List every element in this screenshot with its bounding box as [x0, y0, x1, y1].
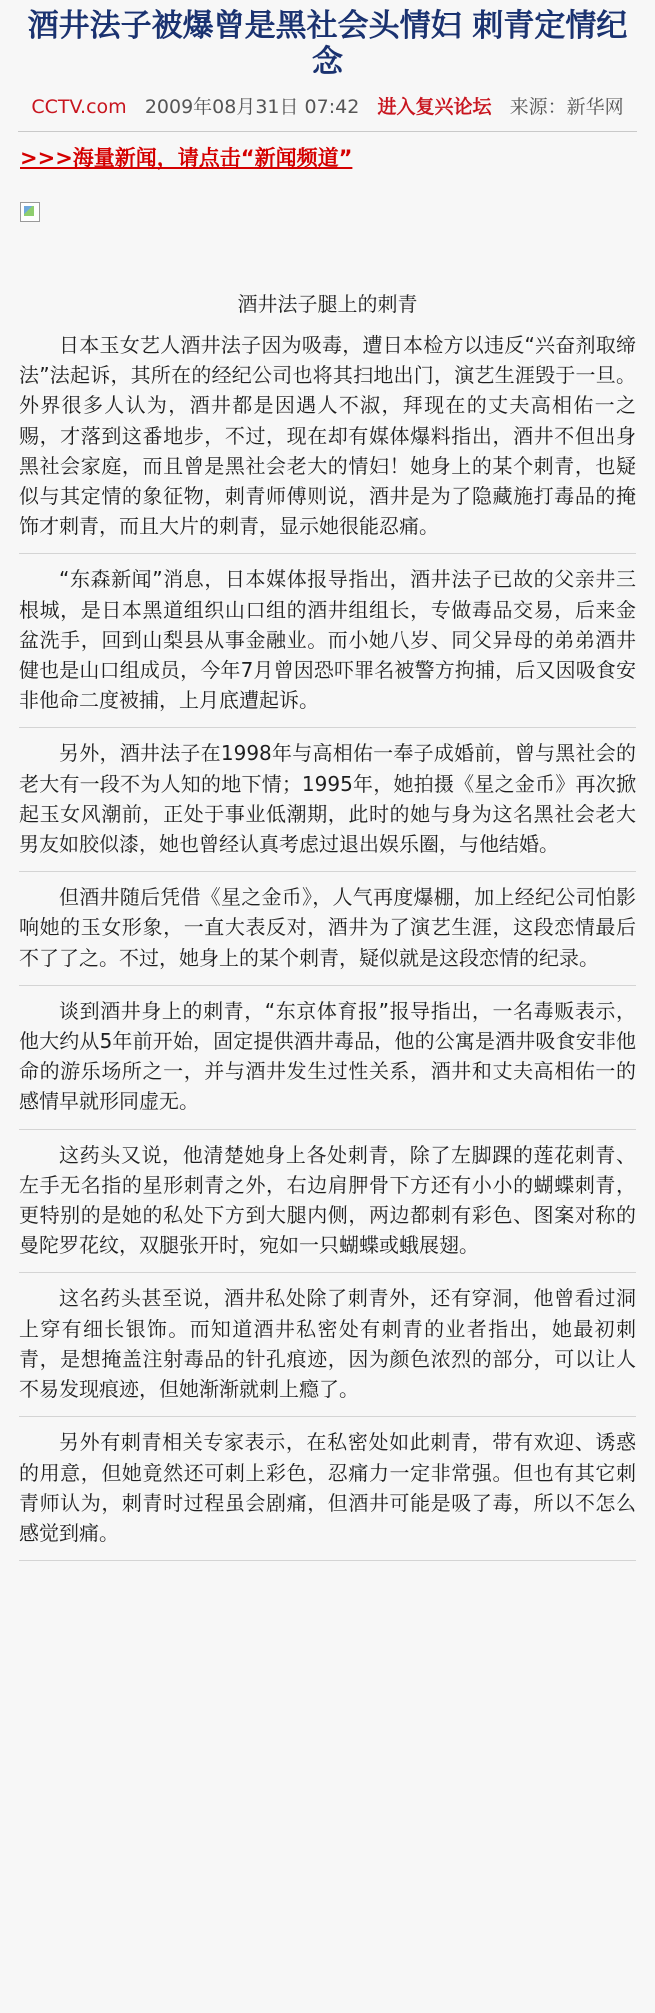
- article-body: [0, 318, 655, 1561]
- article-paragraph: 但酒井随后凭借《星之金币》，人气再度爆棚，加上经纪公司怕影响她的玉女形象，一直大表反对，酒井为了演艺生涯，这段恋情最后不了了之。不过，她身上的某个刺青，疑似就是这段恋情的纪录。: [19, 872, 636, 986]
- article-paragraph: 这名药头甚至说，酒井私处除了刺青外，还有穿洞，他曾看过洞上穿有细长银饰。而知道酒井私密处有刺青的业者指出，她最初刺青，是想掩盖注射毒品的针孔痕迹，因为颜色浓烈的部分，可以让人不易发现痕迹，但她渐渐就刺上瘾了。: [19, 1273, 636, 1417]
- news-channel-link[interactable]: >>>海量新闻，请点击“新闻频道”: [20, 146, 353, 170]
- article-paragraph: 谈到酒井身上的刺青，“东京体育报”报导指出，一名毒贩表示，他大约从5年前开始，固定提供酒井毒品，他的公寓是酒井吸食安非他命的游乐场所之一，并与酒井发生过性关系，酒井和丈夫高相佑一的感情早就形同虚无。: [19, 986, 636, 1130]
- article-meta: [0, 80, 655, 121]
- broken-image-icon: [20, 202, 40, 222]
- publish-datetime: 2009年08月31日 07:42: [144, 96, 360, 118]
- article-paragraph: 这药头又说，他清楚她身上各处刺青，除了左脚踝的莲花刺青、左手无名指的星形刺青之外，右边肩胛骨下方还有小小的蝴蝶刺青，更特别的是她的私处下方到大腿内侧，两边都刺有彩色、图案对称的曼陀罗花纹，双腿张开时，宛如一只蝴蝶或蛾展翅。: [19, 1130, 636, 1274]
- image-caption: 酒井法子腿上的刺青: [237, 292, 418, 316]
- article-paragraph: 日本玉女艺人酒井法子因为吸毒，遭日本检方以违反“兴奋剂取缔法”法起诉，其所在的经纪公司也将其扫地出门，演艺生涯毁于一旦。外界很多人认为，酒井都是因遇人不淑，拜现在的丈夫高相佑一之赐，才落到这番地步，不过，现在却有媒体爆料指出，酒井不但出身黑社会家庭，而且曾是黑社会老大的情妇！她身上的某个刺青，也疑似与其定情的象征物，刺青师傅则说，酒井是为了隐藏施打毒品的掩饰才刺青，而且大片的刺青，显示她很能忍痛。: [19, 330, 636, 554]
- header-divider: [18, 131, 637, 132]
- forum-link[interactable]: 进入复兴论坛: [377, 96, 492, 118]
- article-source: 来源：新华网: [509, 96, 624, 118]
- article-paragraph: “东森新闻”消息，日本媒体报导指出，酒井法子已故的父亲井三根城，是日本黑道组织山口组的酒井组组长，专做毒品交易，后来金盆洗手，回到山梨县从事金融业。而小她八岁、同父异母的弟弟酒井健也是山口组成员，今年7月曾因恐吓罪名被警方拘捕，后又因吸食安非他命二度被捕，上月底遭起诉。: [19, 554, 636, 728]
- article-title: 酒井法子被爆曾是黑社会头情妇 刺青定情纪念: [27, 8, 628, 80]
- article-paragraph: 另外，酒井法子在1998年与高相佑一奉子成婚前，曾与黑社会的老大有一段不为人知的地下情；1995年，她拍摄《星之金币》再次掀起玉女风潮前，正处于事业低潮期，此时的她与身为这名黑社会老大男友如胶似漆，她也曾经认真考虑过退出娱乐圈，与他结婚。: [19, 728, 636, 872]
- source-site-link[interactable]: CCTV.com: [31, 96, 127, 118]
- article-paragraph: 另外有刺青相关专家表示，在私密处如此刺青，带有欢迎、诱惑的用意，但她竟然还可刺上彩色，忍痛力一定非常强。但也有其它刺青师认为，刺青时过程虽会剧痛，但酒井可能是吸了毒，所以不怎么感觉到痛。: [19, 1417, 636, 1561]
